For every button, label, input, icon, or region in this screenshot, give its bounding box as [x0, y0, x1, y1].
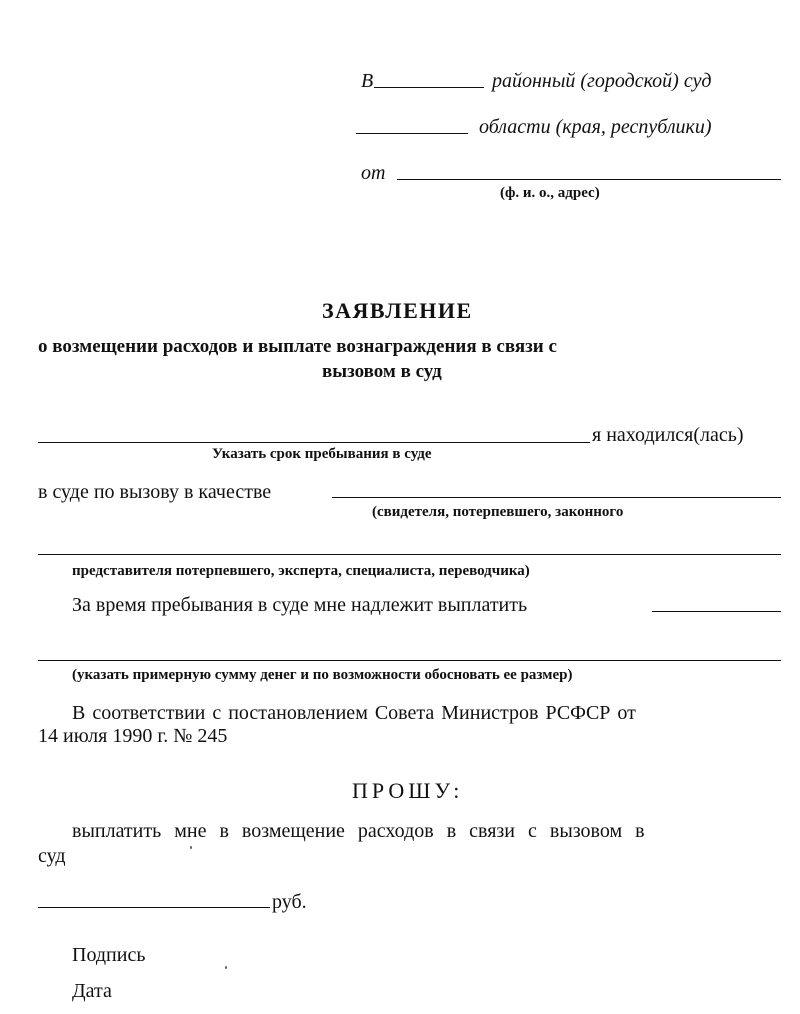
role-hint-line2: представителя потерпевшего, эксперта, специалиста, переводчика): [72, 563, 530, 579]
document-subtitle-line1: о возмещении расходов и выплате вознаграждения в связи с: [38, 336, 557, 357]
stay-suffix: я находился(лась): [592, 424, 744, 446]
amount-blank[interactable]: [38, 907, 270, 908]
region-suffix: области (края, республики): [479, 116, 712, 138]
from-hint: (ф. и. о., адрес): [500, 185, 600, 201]
role-blank-2[interactable]: [38, 554, 781, 555]
court-suffix: районный (городской) суд: [492, 70, 712, 92]
role-hint-line1: (свидетеля, потерпевшего, законного: [372, 504, 624, 520]
stay-hint: Указать срок пребывания в суде: [212, 446, 432, 462]
signature-label: Подпись: [72, 944, 146, 966]
pay-amount-blank[interactable]: [652, 611, 781, 612]
region-name-blank[interactable]: [356, 133, 468, 134]
from-prefix: от: [361, 162, 386, 184]
from-blank[interactable]: [397, 179, 781, 180]
request-text-line2: суд: [38, 845, 66, 867]
role-prefix: в суде по вызову в качестве: [38, 481, 272, 503]
court-name-blank[interactable]: [374, 87, 484, 88]
amount-suffix: руб.: [272, 891, 307, 913]
pay-justification-blank[interactable]: [38, 660, 781, 661]
court-prefix: В: [361, 70, 374, 92]
role-blank[interactable]: [332, 497, 781, 498]
decree-line1: В соответствии с постановлением Совета Министров РСФСР от: [72, 702, 636, 724]
request-heading: ПРОШУ:: [352, 778, 464, 803]
pay-text: За время пребывания в суде мне надлежит выплатить: [72, 594, 528, 616]
document-subtitle-line2: вызовом в суд: [322, 361, 442, 382]
stay-period-blank[interactable]: [38, 442, 590, 443]
scan-speck: [225, 966, 227, 969]
date-label: Дата: [72, 980, 112, 1002]
decree-line2: 14 июля 1990 г. № 245: [38, 725, 228, 747]
document-title: ЗАЯВЛЕНИЕ: [322, 298, 473, 323]
request-text-line1: выплатить мне в возмещение расходов в связи с вызовом в: [72, 820, 645, 842]
scan-speck: [190, 846, 192, 849]
pay-hint: (указать примерную сумму денег и по возможности обосновать ее размер): [72, 667, 573, 683]
